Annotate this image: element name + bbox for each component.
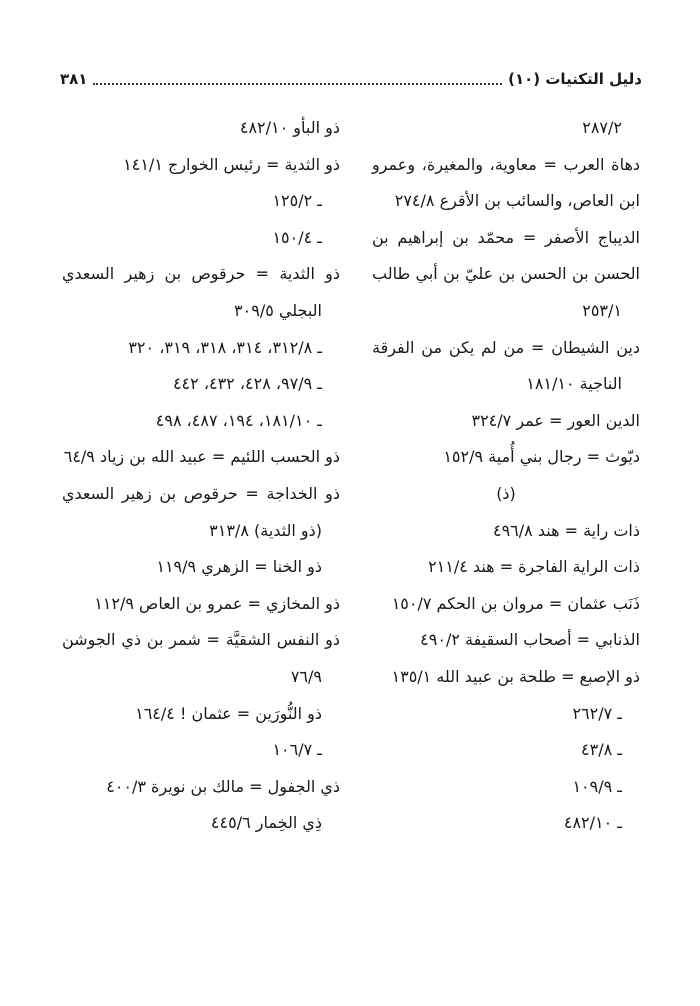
index-line: ٧٦/٩: [290, 666, 322, 686]
header-title: دليل التكنيات (١٠): [508, 70, 642, 88]
index-line: الدين العور = عمر ٣٢٤/٧: [471, 410, 640, 430]
index-line: ذو الثدية = رئيس الخوارج ١٤١/١: [123, 154, 340, 174]
index-line: ذو الثدية = حرقوص بن زهير السعدي: [62, 264, 340, 284]
index-line: ـ ٣١٢/٨، ٣١٤، ٣١٨، ٣١٩، ٣٢٠: [128, 337, 322, 357]
index-line: دهاة العرب = معاوية، والمغيرة، وعمرو: [372, 154, 640, 174]
index-line: ـ ١٢٥/٢: [272, 191, 322, 211]
index-line: ـ ١٥٠/٤: [272, 227, 322, 247]
index-line: ٢٥٣/١: [582, 300, 622, 320]
index-line: ـ ١٨١/١٠، ١٩٤، ٤٨٧، ٤٩٨: [155, 410, 322, 430]
index-line: ـ ١٠٩/٩: [572, 776, 622, 796]
index-column-left: [62, 110, 340, 842]
index-line: ذو الخداجة = حرقوص بن زهير السعدي: [62, 483, 340, 503]
index-line: ذو المخازي = عمرو بن العاص ١١٢/٩: [94, 593, 340, 613]
index-line: ـ ١٠٦/٧: [272, 740, 322, 760]
index-line: البجلي ٣٠٩/٥: [234, 300, 322, 320]
index-line: الذنابي = أصحاب السقيفة ٤٩٠/٢: [420, 630, 640, 650]
index-line: ذو النفس الشقيَّة = شمر بن ذي الجوشن: [62, 630, 340, 650]
index-line: ذو الحسب اللئيم = عبيد الله بن زياد ٦٤/٩: [63, 447, 340, 467]
dot-leader: [93, 83, 502, 85]
index-line: ذو النُّورَين = عثمان ! ١٦٤/٤: [135, 703, 322, 723]
index-line: ذات راية = هند ٤٩٦/٨: [492, 520, 640, 540]
index-line: ـ ٤٣/٨: [581, 740, 622, 760]
index-line: الحسن بن الحسن بن عليّ بن أبي طالب: [372, 264, 640, 284]
index-line: ذو الإصبع = طلحة بن عبيد الله ١٣٥/١: [391, 666, 640, 686]
index-line: ابن العاص، والسائب بن الأقرع ٢٧٤/٨: [394, 191, 640, 211]
index-line: الديباج الأصفر = محمّد بن إبراهيم بن: [372, 227, 640, 247]
index-column-right: [372, 110, 640, 842]
index-line: ـ ٤٨٢/١٠: [563, 813, 622, 833]
index-line: ذي الجفول = مالك بن نويرة ٤٠٠/٣: [106, 776, 340, 796]
index-line: ذو البأو ٤٨٢/١٠: [239, 118, 340, 137]
index-line: ـ ٢٦٢/٧: [572, 703, 622, 723]
index-line: (ذو الثدية) ٣١٣/٨: [209, 520, 322, 540]
index-line: دين الشيطان = من لم يكن من الفرقة: [372, 337, 640, 357]
page-number: ٣٨١: [60, 70, 88, 88]
index-line: ديّوث = رجال بني أُمية ١٥٢/٩: [443, 447, 640, 467]
index-line: ذَنَب عثمان = مروان بن الحكم ١٥٠/٧: [391, 593, 640, 613]
index-line: ٢٨٧/٢: [582, 118, 622, 137]
index-line: ذو الخنا = الزهري ١١٩/٩: [156, 557, 322, 577]
index-line: ذات الراية الفاجرة = هند ٢١١/٤: [428, 557, 640, 577]
index-line: الناجية ١٨١/١٠: [526, 374, 622, 394]
section-letter: (ذ): [496, 483, 516, 503]
running-header: [60, 66, 642, 92]
index-line: ذِي الخِمار ٤٤٥/٦: [210, 813, 322, 833]
index-line: ـ ٩٧/٩، ٤٢٨، ٤٣٢، ٤٤٢: [172, 374, 322, 394]
